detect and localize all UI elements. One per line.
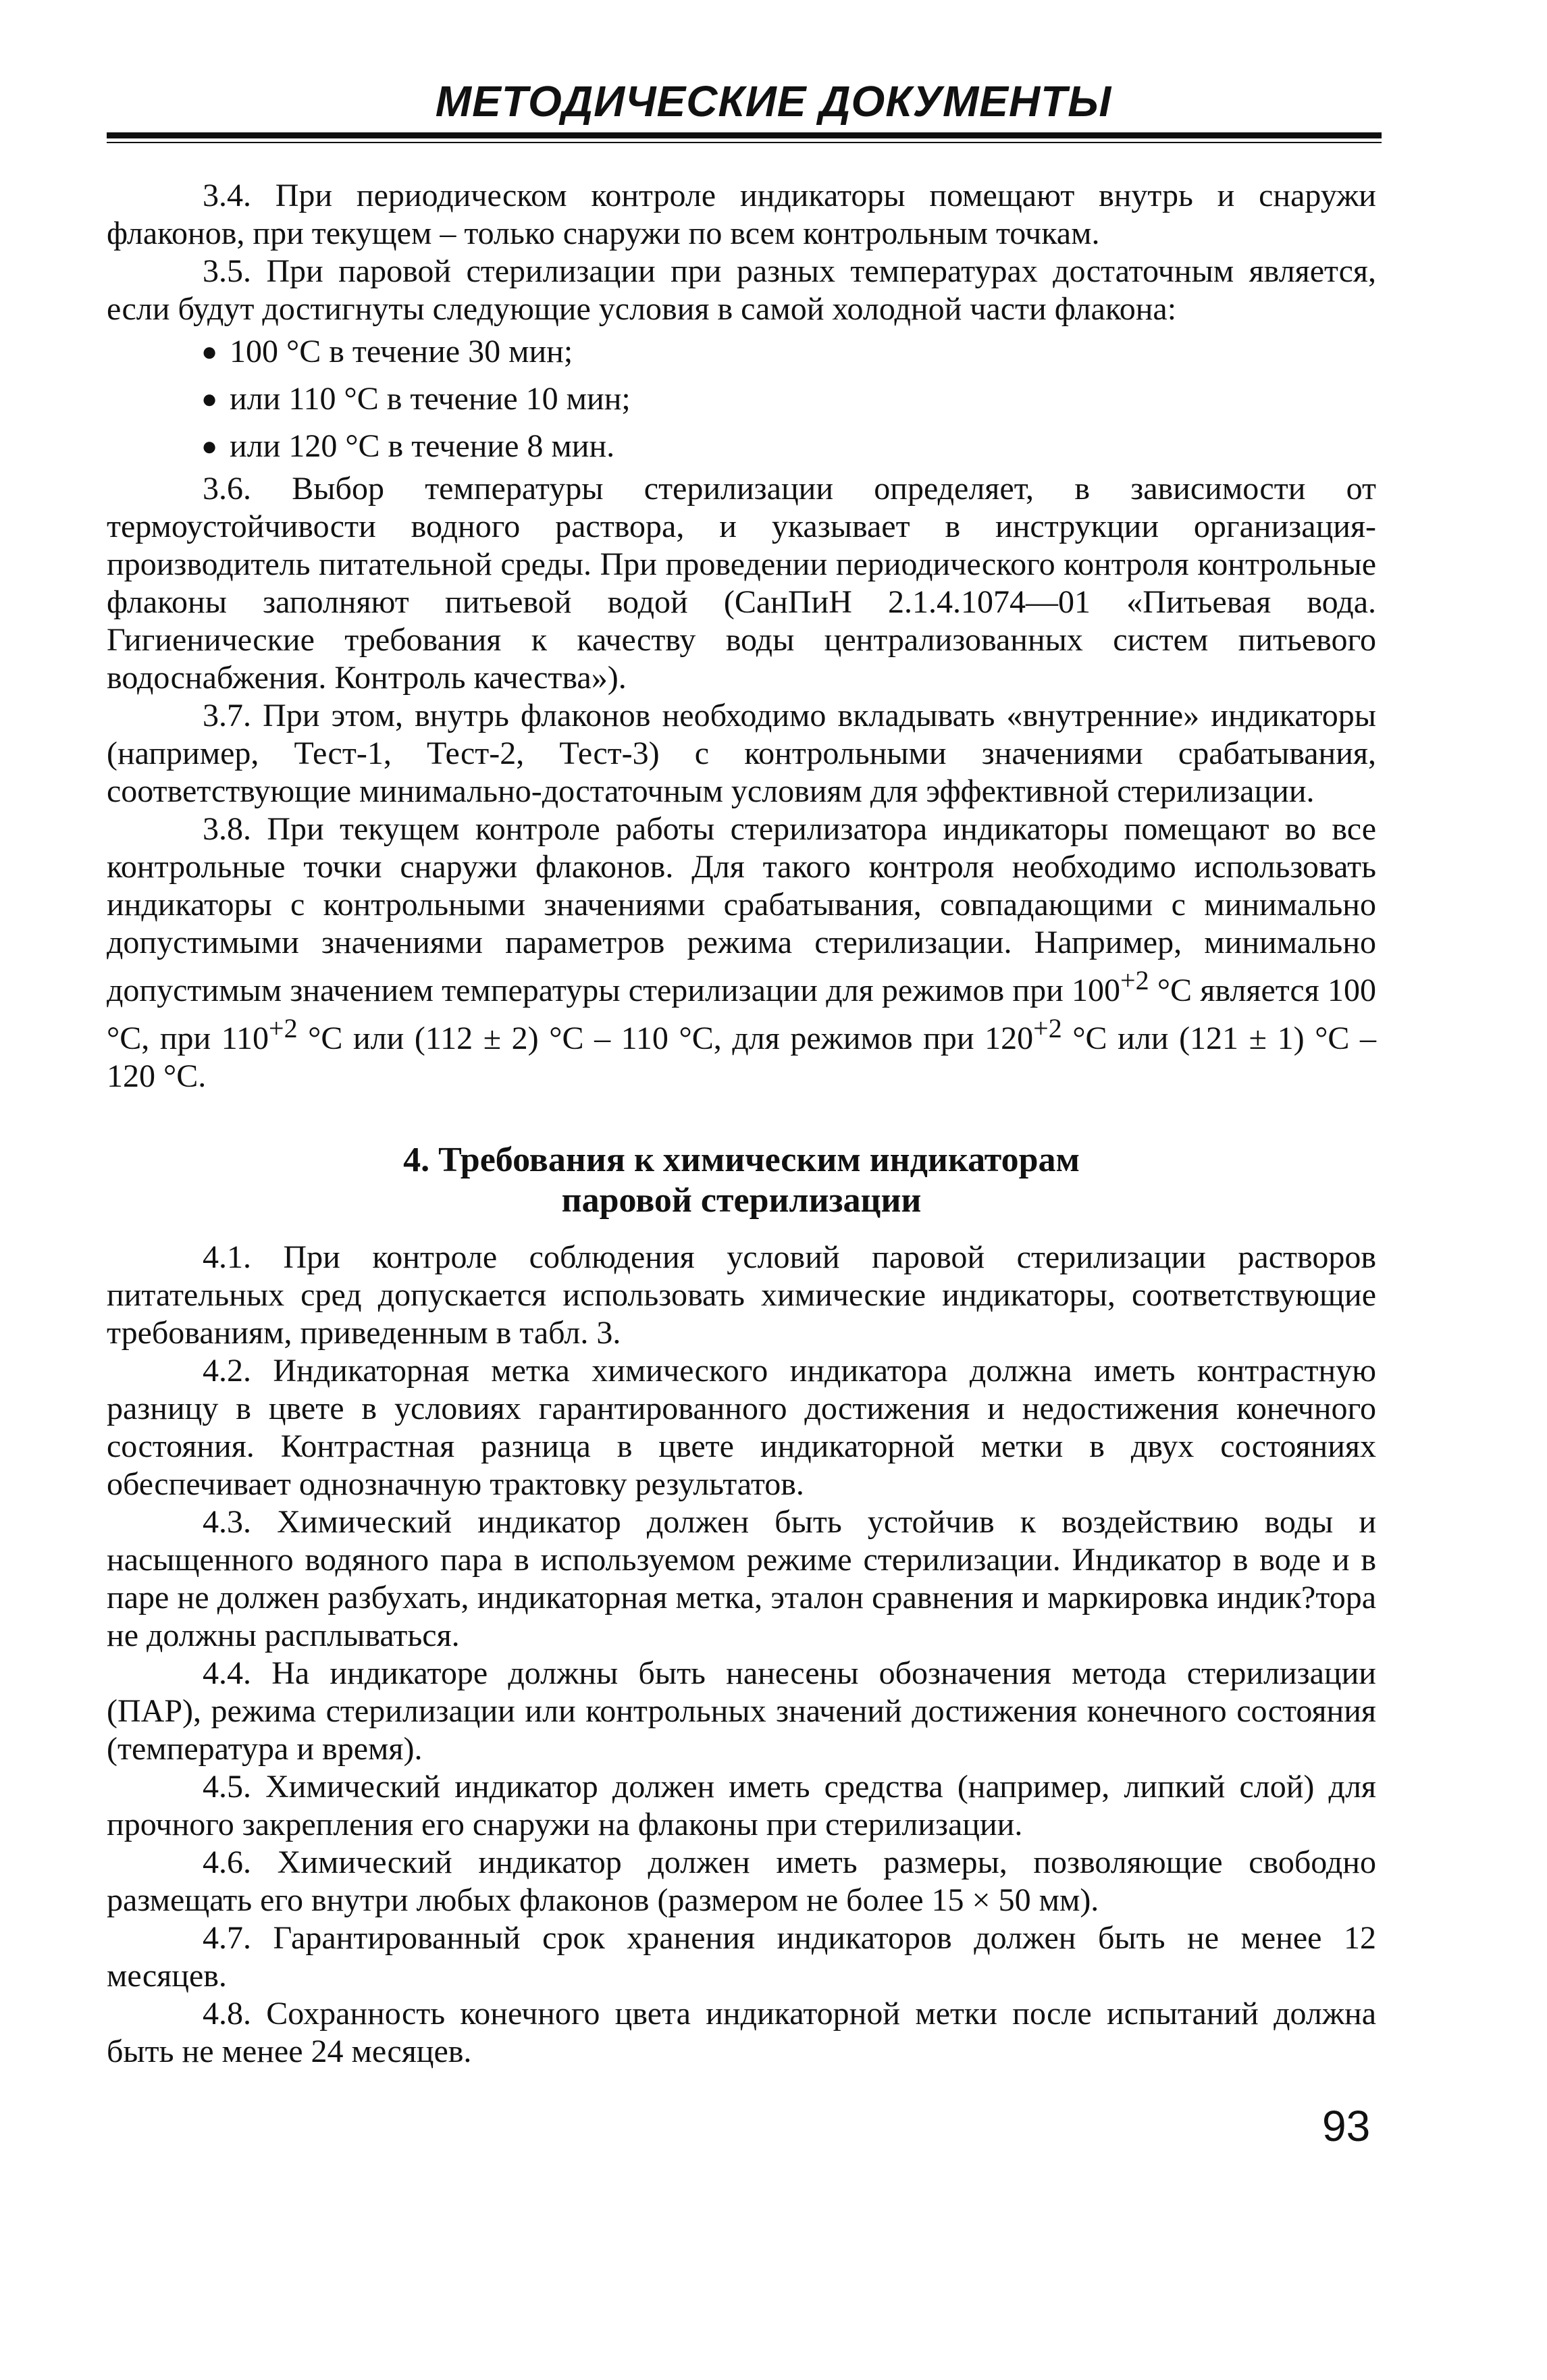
paragraph-4-6: 4.6. Химический индикатор должен иметь размеры, позволяющие свободно размещать его внутри любых флаконов (размером не более 15 × 50 мм). — [107, 1844, 1376, 1918]
section-4-heading: 4. Требования к химическим индикаторам паровой стерилизации — [403, 1141, 1080, 1220]
paragraph-3-5: 3.5. При паровой стерилизации при разных температурах достаточным является, если будут достигнуты следующие условия в самой холодной части флакона: — [107, 253, 1376, 327]
paragraph-4-4: 4.4. На индикаторе должны быть нанесены обозначения метода стерилизации (ПАР), режима стерилизации или контрольных значений достижения конечного состояния (температура и время). — [107, 1655, 1376, 1767]
paragraph-3-8: 3.8. При текущем контроле работы стерилизатора индикаторы помещают во все контрольные точки снаружи флаконов. Для такого контроля необходимо использовать индикаторы с контрольными значениями срабатывания, совпадающими с минимально допустимыми значениями параметров режима стерилизации. Например, минимально допустимым значением температуры стерилизации для режимов при $100^{+2}$ °С является 100 °С, при $110^{+2}$ °С или (112 ± 2) °С – 110 °С, для режимов при $120^{+2}$ °С или (121 ± 1) °С – 120 °С. — [107, 811, 1377, 1094]
page-body — [107, 177, 1376, 2071]
header-rule-thin — [107, 142, 1382, 143]
superscript-tolerance: +2 — [1033, 1013, 1062, 1043]
superscript-tolerance: +2 — [1120, 965, 1149, 995]
temperature-conditions-list — [107, 328, 1376, 470]
paragraph-4-2: 4.2. Индикаторная метка химического индикатора должна иметь контрастную разницу в цвете в условиях гарантированного достижения и недостижения конечного состояния. Контрастная разница в цвете индикаторной метки в двух состояниях обеспечивает однозначную трактовку результатов. — [107, 1353, 1376, 1502]
list-item: ● 100 °С в течение 30 мин; — [201, 334, 573, 369]
paragraph-3-7: 3.7. При этом, внутрь флаконов необходимо вкладывать «внутренние» индикаторы (например, Тест-1, Тест-2, Тест-3) с контрольными значениями срабатывания, соответствующие минимально-достаточным условиям для эффективной стерилизации. — [107, 698, 1376, 809]
paragraph-3-4: 3.4. При периодическом контроле индикаторы помещают внутрь и снаружи флаконов, при текущем – только снаружи по всем контрольным точкам. — [107, 178, 1376, 251]
paragraph-4-1: 4.1. При контроле соблюдения условий паровой стерилизации растворов питательных сред допускается использовать химические индикаторы, соответствующие требованиям, приведенным в табл. 3. — [107, 1239, 1376, 1351]
page-number: 93 — [1322, 2102, 1371, 2150]
superscript-tolerance: +2 — [269, 1013, 298, 1043]
list-item: ● или 120 °С в течение 8 мин. — [201, 428, 615, 464]
paragraph-4-5: 4.5. Химический индикатор должен иметь средства (например, липкий слой) для прочного закрепления его снаружи на флаконы при стерилизации. — [107, 1769, 1376, 1842]
header-rule-thick — [107, 132, 1382, 138]
paragraph-4-8: 4.8. Сохранность конечного цвета индикаторной метки после испытаний должна быть не менее 24 месяцев. — [107, 1996, 1376, 2069]
paragraph-4-7: 4.7. Гарантированный срок хранения индикаторов должен быть не менее 12 месяцев. — [107, 1920, 1376, 1994]
list-item: ● или 110 °С в течение 10 мин; — [201, 381, 631, 417]
running-header-title: МЕТОДИЧЕСКИЕ ДОКУМЕНТЫ — [435, 77, 1112, 126]
paragraph-4-3: 4.3. Химический индикатор должен быть устойчив к воздействию воды и насыщенного водяного пара в используемом режиме стерилизации. Индикатор в воде и в паре не должен разбухать, индикаторная метка, эталон сравнения и маркировка индик?тора не должны расплываться. — [107, 1504, 1376, 1653]
paragraph-3-6: 3.6. Выбор температуры стерилизации определяет, в зависимости от термоустойчивости водного раствора, и указывает в инструкции организация-производитель питательной среды. При проведении периодического контроля контрольные флаконы заполняют питьевой водой (СанПиН 2.1.4.1074—01 «Питьевая вода. Гигиенические требования к качеству воды централизованных систем питьевого водоснабжения. Контроль качества»). — [107, 471, 1376, 696]
